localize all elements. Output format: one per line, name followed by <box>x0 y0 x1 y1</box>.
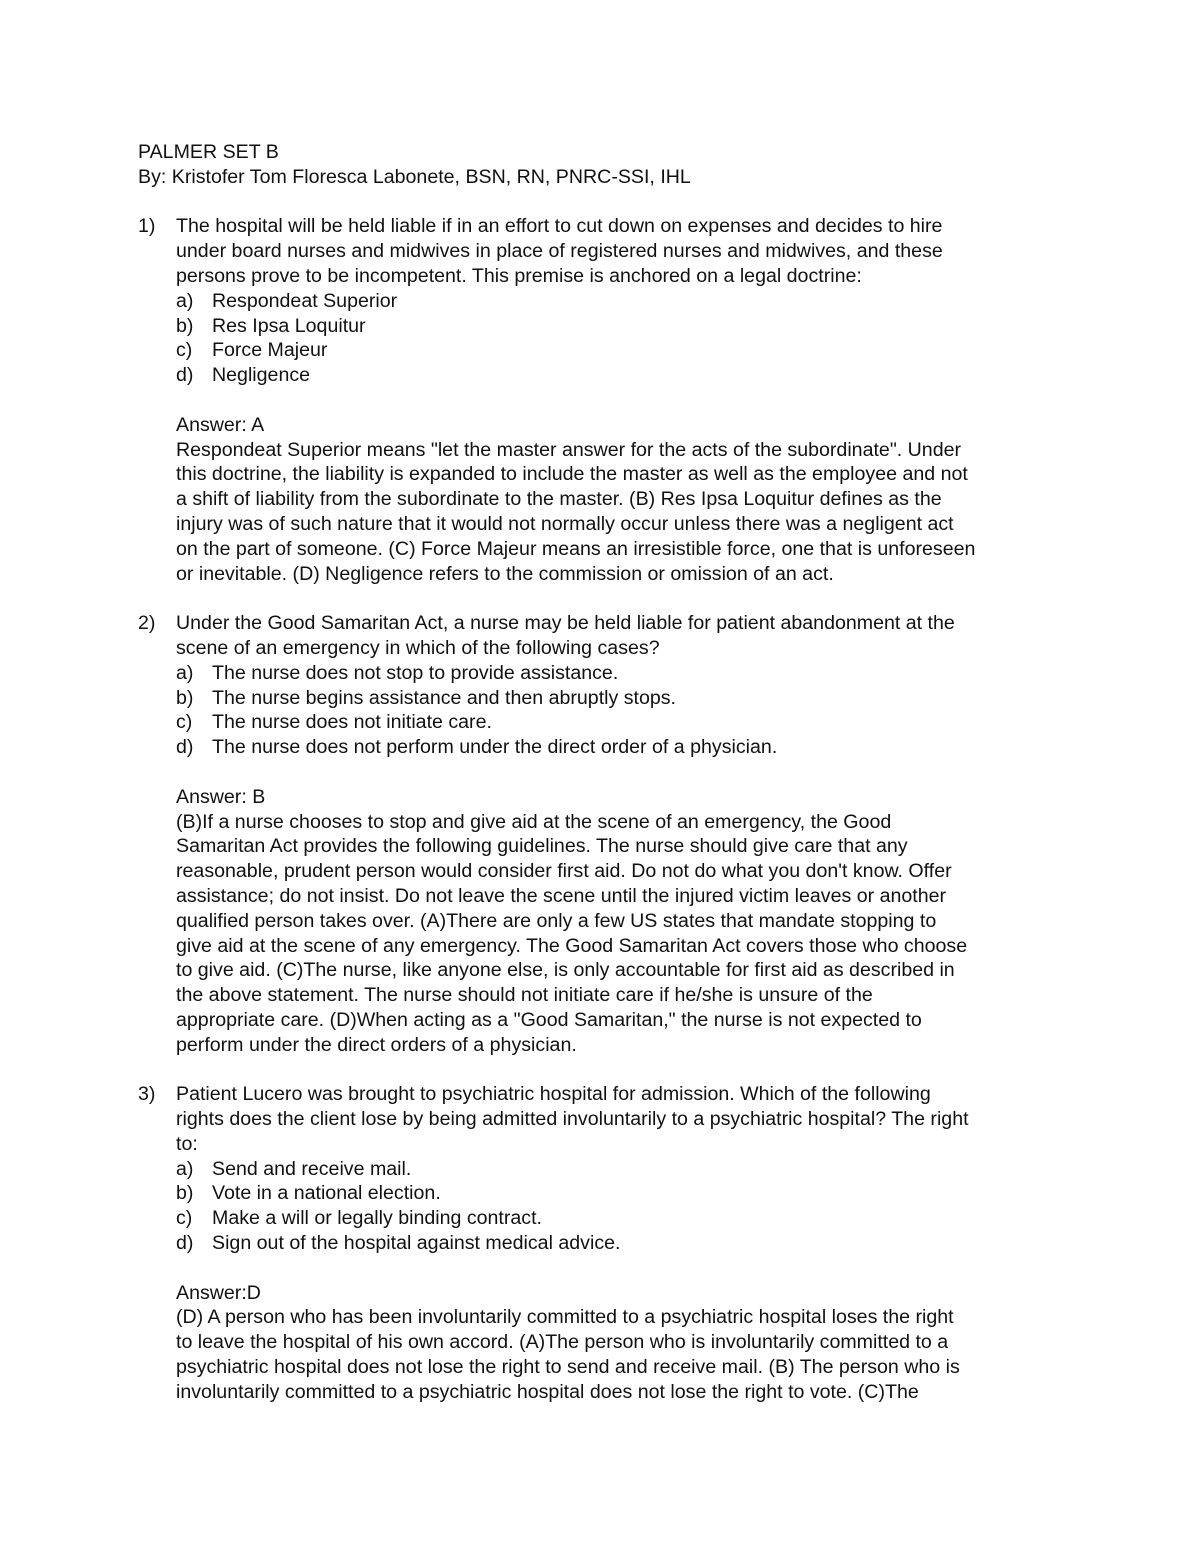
spacer <box>138 190 1063 215</box>
explanation-line: reasonable, prudent person would consider first aid. Do not do what you don't know. Offer <box>176 860 952 883</box>
answer-option-a <box>176 1157 1063 1182</box>
answer-key: Answer: A <box>176 413 265 436</box>
question-text-line: to: <box>176 1132 198 1155</box>
answer-option-d <box>176 1231 1063 1256</box>
option-letter: a) <box>176 289 194 312</box>
option-text: Force Majeur <box>212 339 328 362</box>
option-letter: a) <box>176 661 194 684</box>
option-text: Vote in a national election. <box>212 1182 441 1205</box>
spacer <box>176 1256 1063 1281</box>
spacer <box>138 586 1063 611</box>
option-text: The nurse does not stop to provide assistance. <box>212 661 619 684</box>
answer-option-b <box>176 1181 1063 1206</box>
explanation-line: injury was of such nature that it would not normally occur unless there was a negligent act <box>176 512 954 535</box>
explanation-line: assistance; do not insist. Do not leave the scene until the injured victim leaves or another <box>176 884 947 907</box>
option-text: The nurse does not perform under the direct order of a physician. <box>212 736 778 759</box>
option-text: Respondeat Superior <box>212 289 398 312</box>
explanation-line: (D) A person who has been involuntarily committed to a psychiatric hospital loses the right <box>176 1306 954 1329</box>
explanation-line: to give aid. (C)The nurse, like anyone else, is only accountable for first aid as described in <box>176 959 955 982</box>
option-letter: b) <box>176 1182 194 1205</box>
explanation-line: involuntarily committed to a psychiatric hospital does not lose the right to vote. (C)The <box>176 1380 919 1403</box>
answer-option-a <box>176 661 1063 686</box>
question-text-line: scene of an emergency in which of the following cases? <box>176 636 660 659</box>
question-2 <box>138 611 1063 1057</box>
answer-option-c <box>176 710 1063 735</box>
answer-option-c <box>176 1206 1063 1231</box>
option-text: Res Ipsa Loquitur <box>212 314 366 337</box>
explanation-line: the above statement. The nurse should not initiate care if he/she is unsure of the <box>176 984 873 1007</box>
question-3 <box>138 1082 1063 1404</box>
question-number: 1) <box>138 215 156 238</box>
answer-option-b <box>176 314 1063 339</box>
explanation-line: Respondeat Superior means "let the master answer for the acts of the subordinate". Under <box>176 438 962 461</box>
explanation-line: perform under the direct orders of a physician. <box>176 1033 577 1056</box>
option-letter: a) <box>176 1157 194 1180</box>
explanation-line: on the part of someone. (C) Force Majeur means an irresistible force, one that is unforeseen <box>176 537 976 560</box>
question-number: 2) <box>138 612 156 635</box>
option-letter: d) <box>176 1232 194 1255</box>
answer-option-b <box>176 686 1063 711</box>
option-letter: c) <box>176 711 193 734</box>
option-text: The nurse does not initiate care. <box>212 711 492 734</box>
explanation-line: this doctrine, the liability is expanded to include the master as well as the employee and not <box>176 463 968 486</box>
explanation-line: psychiatric hospital does not lose the right to send and receive mail. (B) The person who is <box>176 1356 960 1379</box>
explanation-line: qualified person takes over. (A)There are only a few US states that mandate stopping to <box>176 909 937 932</box>
option-text: Send and receive mail. <box>212 1157 412 1180</box>
option-letter: b) <box>176 686 194 709</box>
spacer <box>176 760 1063 785</box>
option-letter: d) <box>176 364 194 387</box>
question-number: 3) <box>138 1083 156 1106</box>
explanation-line: a shift of liability from the subordinate to the master. (B) Res Ipsa Loquitur defines as the <box>176 488 942 511</box>
question-text-line: under board nurses and midwives in place of registered nurses and midwives, and these <box>176 240 943 263</box>
explanation-line: appropriate care. (D)When acting as a "Good Samaritan," the nurse is not expected to <box>176 1008 922 1031</box>
explanation-line: or inevitable. (D) Negligence refers to the commission or omission of an act. <box>176 562 834 585</box>
option-letter: c) <box>176 1207 193 1230</box>
answer-key: Answer:D <box>176 1281 261 1304</box>
spacer <box>176 388 1063 413</box>
question-text-line: Under the Good Samaritan Act, a nurse may be held liable for patient abandonment at the <box>176 612 955 635</box>
option-text: Make a will or legally binding contract. <box>212 1207 542 1230</box>
question-text-line: Patient Lucero was brought to psychiatric hospital for admission. Which of the following <box>176 1083 931 1106</box>
option-text: Negligence <box>212 364 311 387</box>
explanation-line: give aid at the scene of any emergency. The Good Samaritan Act covers those who choose <box>176 934 968 957</box>
answer-option-d <box>176 363 1063 388</box>
question-1 <box>138 214 1063 586</box>
option-text: Sign out of the hospital against medical advice. <box>212 1232 621 1255</box>
document-content <box>138 140 1063 1405</box>
document-byline: By: Kristofer Tom Floresca Labonete, BSN, RN, PNRC-SSI, IHL <box>138 165 691 188</box>
option-letter: b) <box>176 314 194 337</box>
option-text: The nurse begins assistance and then abruptly stops. <box>212 686 677 709</box>
answer-key: Answer: B <box>176 785 266 808</box>
explanation-line: to leave the hospital of his own accord. (A)The person who is involuntarily committed to a <box>176 1331 949 1354</box>
answer-option-c <box>176 338 1063 363</box>
option-letter: d) <box>176 736 194 759</box>
explanation-line: Samaritan Act provides the following guidelines. The nurse should give care that any <box>176 835 908 858</box>
question-text-line: The hospital will be held liable if in an effort to cut down on expenses and decides to hire <box>176 215 943 238</box>
answer-option-d <box>176 735 1063 760</box>
spacer <box>138 1057 1063 1082</box>
document-title: PALMER SET B <box>138 141 279 163</box>
question-text-line: rights does the client lose by being admitted involuntarily to a psychiatric hospital? The right <box>176 1108 969 1131</box>
explanation-line: (B)If a nurse chooses to stop and give aid at the scene of an emergency, the Good <box>176 810 892 833</box>
question-text-line: persons prove to be incompetent. This premise is anchored on a legal doctrine: <box>176 264 862 287</box>
option-letter: c) <box>176 339 193 362</box>
answer-option-a <box>176 289 1063 314</box>
